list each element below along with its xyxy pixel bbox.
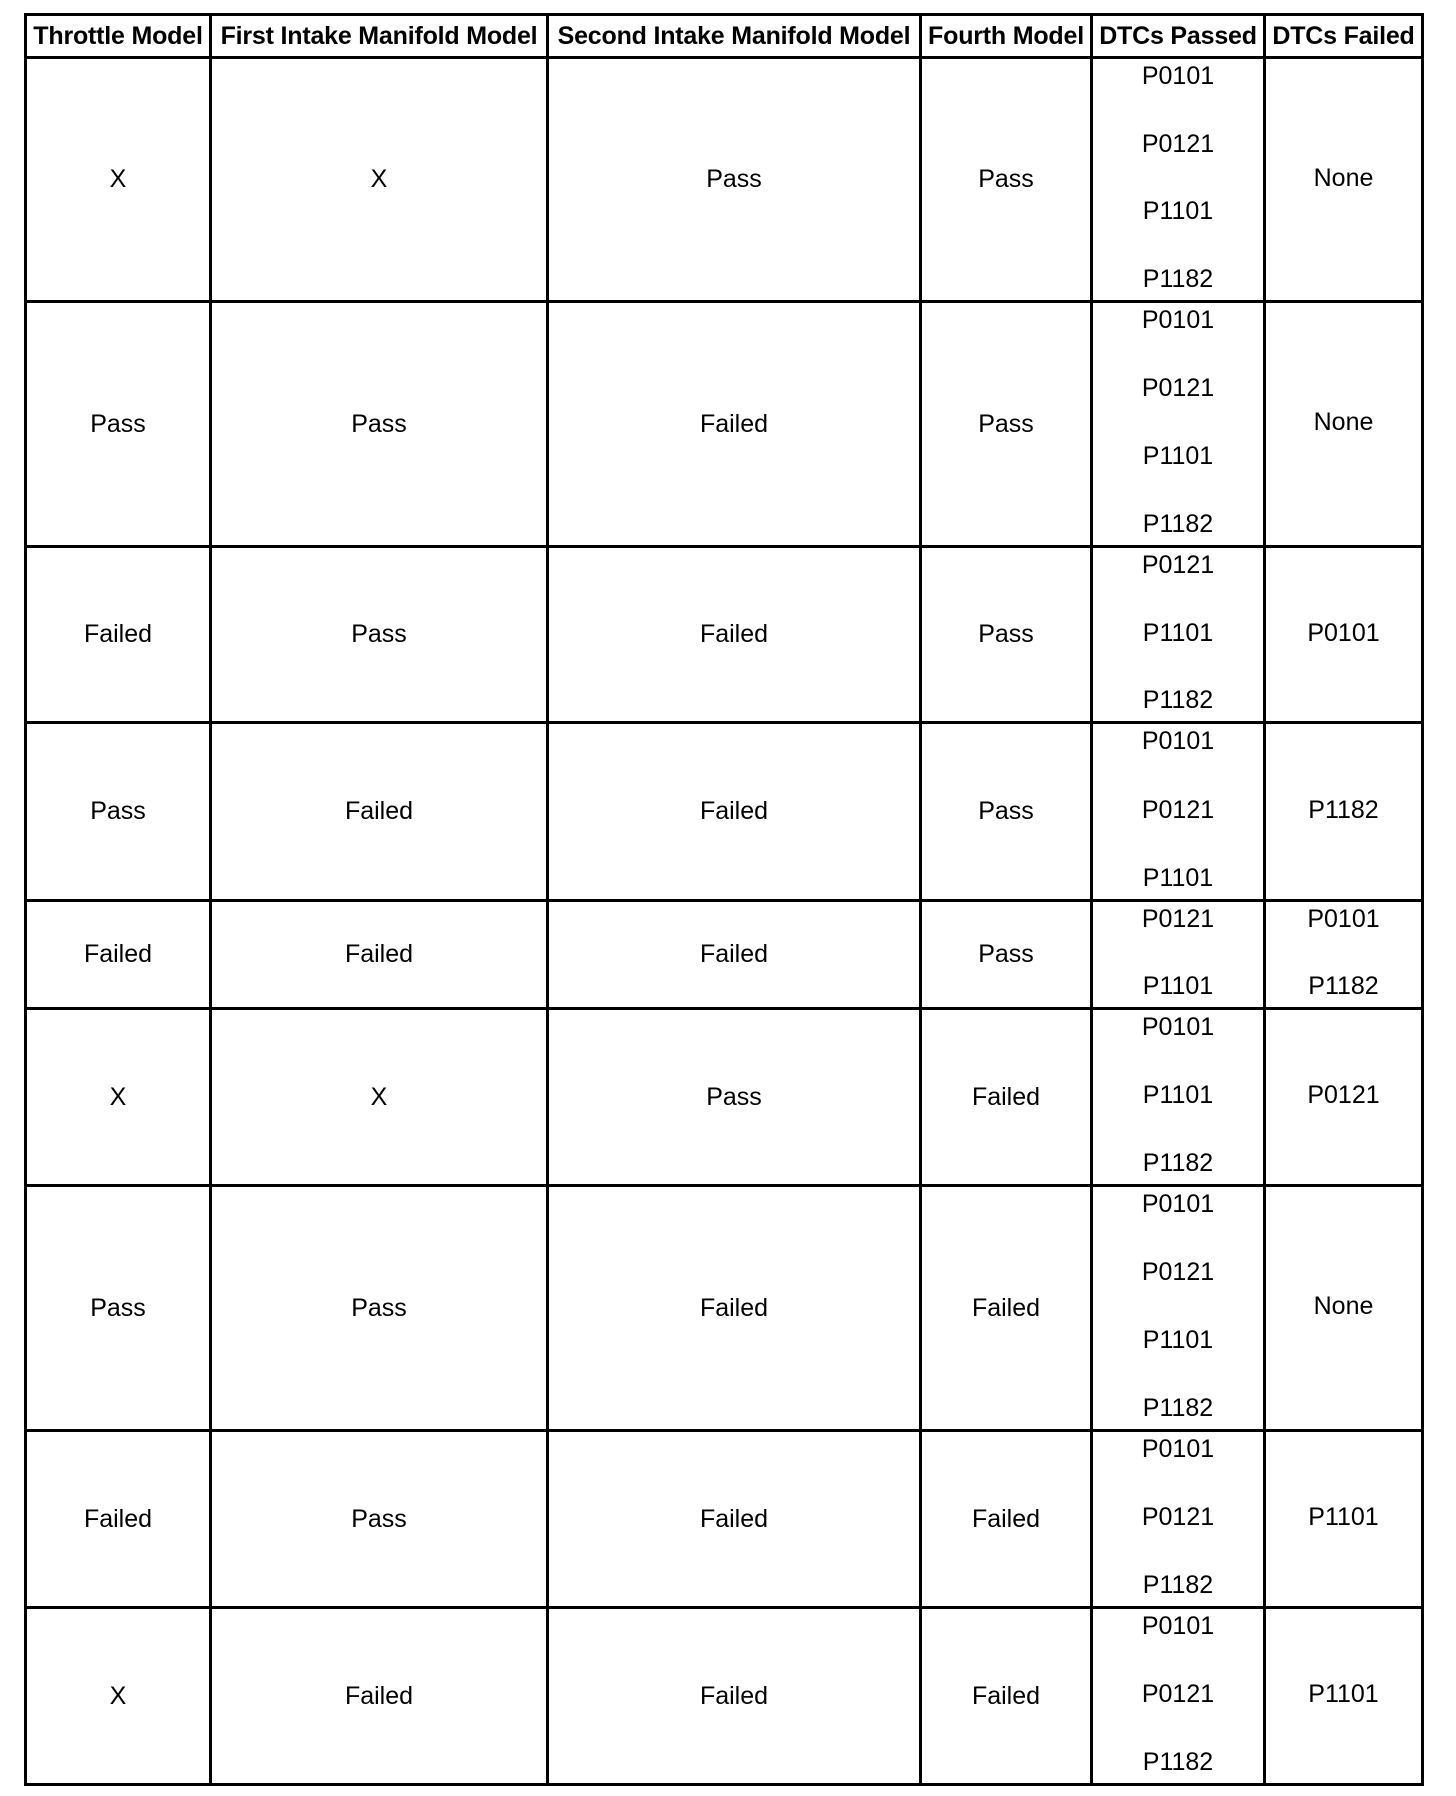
second-intake-cell: Failed (548, 901, 921, 1009)
passed-dtc-code: P0121 (1141, 1680, 1215, 1708)
fourth-model-cell: Pass (921, 302, 1092, 547)
header-first-intake-manifold-model: First Intake Manifold Model (211, 15, 548, 58)
passed-dtc-code: P1182 (1142, 510, 1214, 538)
second-intake-cell: Failed (548, 723, 921, 901)
passed-dtc-code: P1182 (1142, 1149, 1214, 1177)
table-body (26, 58, 1423, 1785)
dtcs-failed-cell (1265, 1431, 1423, 1608)
passed-dtc-code: P0101 (1141, 306, 1215, 334)
failed-dtc-code: P1182 (1308, 795, 1379, 824)
table-row (26, 302, 1423, 547)
failed-dtc-code: P0101 (1307, 618, 1380, 647)
dtcs-failed-cell (1265, 1186, 1423, 1431)
passed-dtc-code: P1101 (1142, 197, 1214, 226)
table-row (26, 547, 1423, 723)
dtcs-passed-cell (1092, 901, 1265, 1009)
failed-dtc-code: P0121 (1307, 1081, 1380, 1109)
failed-dtc-code: P1101 (1308, 1680, 1379, 1708)
passed-dtc-code: P1182 (1142, 686, 1214, 714)
fourth-model-cell: Pass (921, 547, 1092, 723)
table-row (26, 901, 1423, 1009)
throttle-cell: Failed (26, 547, 211, 723)
fourth-model-cell: Pass (921, 901, 1092, 1009)
dtcs-passed-cell (1092, 1431, 1265, 1608)
table-row (26, 723, 1423, 901)
throttle-cell: Pass (26, 1186, 211, 1431)
dtcs-failed-cell (1265, 302, 1423, 547)
failed-dtc-code: P1182 (1308, 972, 1379, 1000)
second-intake-cell: Failed (548, 1608, 921, 1785)
dtcs-failed-cell (1265, 1608, 1423, 1785)
failed-dtc-code: None (1313, 1292, 1374, 1320)
throttle-cell: X (26, 1608, 211, 1785)
passed-dtc-code: P0101 (1141, 1612, 1215, 1640)
passed-dtc-code: P0101 (1141, 62, 1215, 90)
throttle-cell: Pass (26, 302, 211, 547)
passed-dtc-code: P0121 (1141, 551, 1215, 579)
passed-dtc-code: P0101 (1141, 1190, 1215, 1218)
dtcs-passed-cell (1092, 547, 1265, 723)
dtcs-failed-cell (1265, 1009, 1423, 1186)
dtc-table-container (24, 13, 1424, 1786)
second-intake-cell: Failed (548, 1186, 921, 1431)
fourth-model-cell: Pass (921, 723, 1092, 901)
second-intake-cell: Failed (548, 1431, 921, 1608)
passed-dtc-code: P1182 (1142, 1571, 1214, 1599)
failed-dtc-code: None (1313, 408, 1374, 436)
header-fourth-model: Fourth Model (921, 15, 1092, 58)
dtcs-passed-cell (1092, 302, 1265, 547)
dtcs-failed-cell (1265, 723, 1423, 901)
passed-dtc-code: P1101 (1142, 618, 1214, 647)
passed-dtc-code: P1101 (1142, 1081, 1214, 1109)
passed-dtc-code: P0101 (1141, 1013, 1215, 1041)
passed-dtc-code: P0121 (1141, 129, 1215, 158)
passed-dtc-code: P0101 (1141, 1435, 1215, 1463)
second-intake-cell: Pass (548, 1009, 921, 1186)
second-intake-cell: Failed (548, 547, 921, 723)
passed-dtc-code: P1101 (1142, 1326, 1214, 1354)
second-intake-cell: Pass (548, 58, 921, 302)
header-second-intake-manifold-model: Second Intake Manifold Model (548, 15, 921, 58)
passed-dtc-code: P1182 (1142, 264, 1214, 293)
first-intake-cell: Pass (211, 547, 548, 723)
failed-dtc-code: None (1313, 163, 1374, 192)
dtcs-failed-cell (1265, 901, 1423, 1009)
failed-dtc-code: P1101 (1308, 1503, 1379, 1531)
passed-dtc-code: P0121 (1141, 374, 1215, 402)
fourth-model-cell: Failed (921, 1186, 1092, 1431)
table-row (26, 1186, 1423, 1431)
throttle-cell: X (26, 58, 211, 302)
passed-dtc-code: P1182 (1142, 1394, 1214, 1422)
passed-dtc-code: P0121 (1141, 1258, 1215, 1286)
passed-dtc-code: P0101 (1141, 727, 1215, 755)
throttle-cell: Failed (26, 901, 211, 1009)
throttle-cell: Pass (26, 723, 211, 901)
table-row (26, 1009, 1423, 1186)
failed-dtc-code: P0101 (1307, 905, 1380, 933)
header-row (26, 15, 1423, 58)
throttle-cell: Failed (26, 1431, 211, 1608)
dtcs-passed-cell (1092, 1186, 1265, 1431)
first-intake-cell: X (211, 58, 548, 302)
passed-dtc-code: P0121 (1141, 905, 1215, 933)
table-row (26, 1608, 1423, 1785)
first-intake-cell: Failed (211, 723, 548, 901)
first-intake-cell: X (211, 1009, 548, 1186)
table-row (26, 58, 1423, 302)
passed-dtc-code: P1182 (1142, 1748, 1214, 1776)
passed-dtc-code: P1101 (1142, 442, 1214, 470)
fourth-model-cell: Failed (921, 1009, 1092, 1186)
dtc-results-table (24, 13, 1424, 1786)
fourth-model-cell: Failed (921, 1431, 1092, 1608)
dtcs-passed-cell (1092, 1009, 1265, 1186)
fourth-model-cell: Pass (921, 58, 1092, 302)
first-intake-cell: Pass (211, 302, 548, 547)
dtcs-passed-cell (1092, 1608, 1265, 1785)
first-intake-cell: Failed (211, 901, 548, 1009)
first-intake-cell: Pass (211, 1431, 548, 1608)
first-intake-cell: Pass (211, 1186, 548, 1431)
table-row (26, 1431, 1423, 1608)
header-dtcs-failed: DTCs Failed (1265, 15, 1423, 58)
dtcs-passed-cell (1092, 58, 1265, 302)
passed-dtc-code: P0121 (1141, 795, 1215, 824)
first-intake-cell: Failed (211, 1608, 548, 1785)
dtcs-failed-cell (1265, 547, 1423, 723)
passed-dtc-code: P0121 (1141, 1503, 1215, 1531)
fourth-model-cell: Failed (921, 1608, 1092, 1785)
header-dtcs-passed: DTCs Passed (1092, 15, 1265, 58)
throttle-cell: X (26, 1009, 211, 1186)
dtcs-passed-cell (1092, 723, 1265, 901)
header-throttle-model: Throttle Model (26, 15, 211, 58)
second-intake-cell: Failed (548, 302, 921, 547)
passed-dtc-code: P1101 (1142, 864, 1214, 892)
dtcs-failed-cell (1265, 58, 1423, 302)
passed-dtc-code: P1101 (1142, 972, 1214, 1000)
